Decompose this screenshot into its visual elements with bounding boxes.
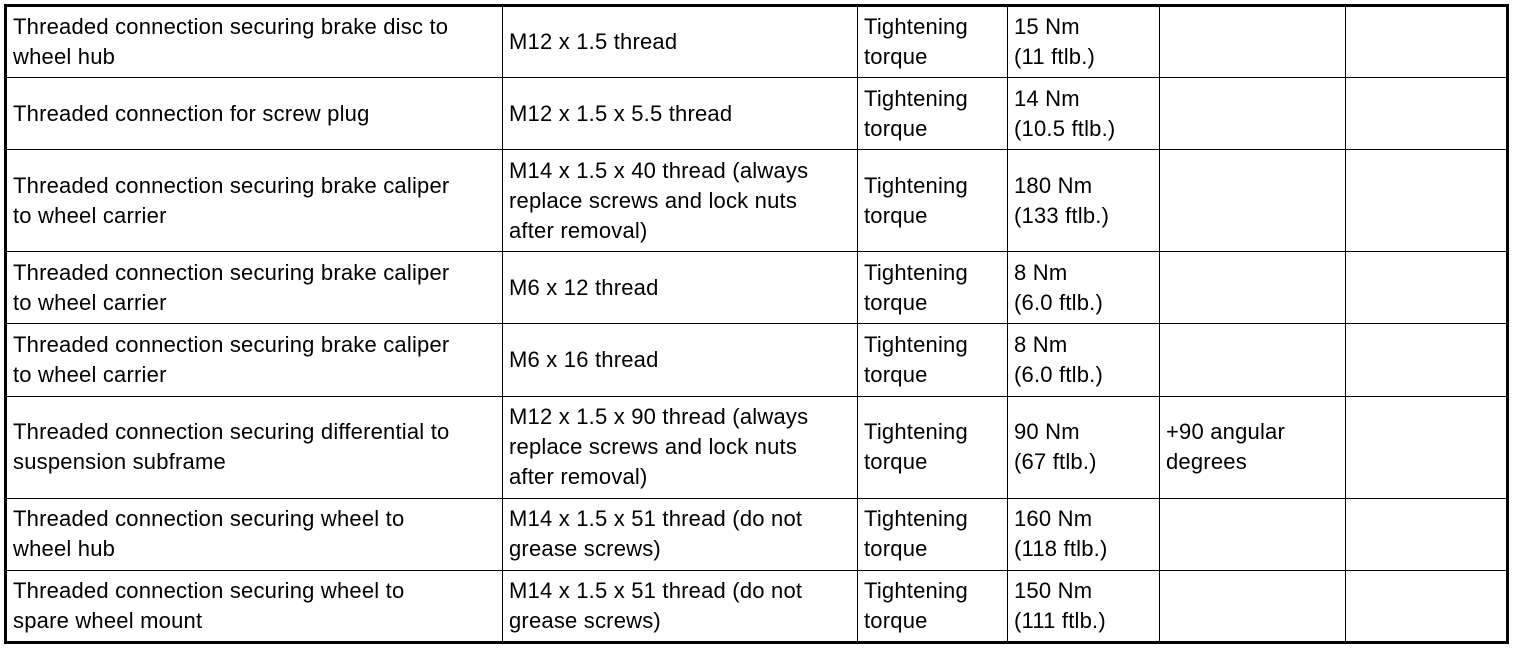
torque-value-cell [1008,498,1160,570]
spec-type-cell-text: torque [864,44,928,70]
table-row [6,324,1508,396]
thread-spec-cell-text: M12 x 1.5 x 5.5 thread [509,100,733,126]
torque-value-cell-text: 180 Nm [1014,172,1093,198]
description-cell-text: Threaded connection securing brake caliper [13,332,450,358]
thread-spec-cell [503,396,858,498]
thread-spec-cell [503,324,858,396]
description-cell-text: wheel hub [13,44,116,70]
description-cell [6,570,503,642]
torque-value-cell-text: 15 Nm [1014,14,1080,40]
spec-type-cell [858,396,1008,498]
torque-value-cell-text: (67 ftlb.) [1014,449,1097,475]
description-cell [6,324,503,396]
torque-value-cell [1008,324,1160,396]
thread-spec-cell-text: M12 x 1.5 thread [509,29,678,55]
torque-value-cell-text: (10.5 ftlb.) [1014,115,1116,141]
table-row [6,252,1508,324]
table-row [6,6,1508,78]
spec-type-cell-text: Tightening [864,172,968,198]
spec-type-cell-text: Tightening [864,419,968,445]
description-cell [6,396,503,498]
torque-value-cell [1008,252,1160,324]
torque-value-cell [1008,570,1160,642]
spec-type-cell-text: Tightening [864,259,968,285]
thread-spec-cell [503,498,858,570]
spec-type-cell [858,324,1008,396]
thread-spec-cell-text: replace screws and lock nuts [509,187,798,213]
angle-spec-cell-text: +90 angular [1166,419,1286,445]
thread-spec-cell-text: M14 x 1.5 x 40 thread (always [509,157,809,183]
notes-cell [1346,252,1508,324]
thread-spec-cell [503,6,858,78]
thread-spec-cell-text: grease screws) [509,607,661,633]
description-cell-text: to wheel carrier [13,362,167,388]
spec-type-cell-text: Tightening [864,506,968,532]
torque-value-cell [1008,6,1160,78]
notes-cell [1346,78,1508,150]
angle-spec-cell [1160,324,1346,396]
spec-type-cell-text: torque [864,536,928,562]
thread-spec-cell-text: replace screws and lock nuts [509,434,798,460]
description-cell [6,78,503,150]
notes-cell [1346,570,1508,642]
spec-type-cell [858,498,1008,570]
spec-type-cell [858,150,1008,252]
description-cell [6,6,503,78]
thread-spec-cell [503,252,858,324]
thread-spec-cell-text: M6 x 12 thread [509,274,659,300]
torque-value-cell-text: (11 ftlb.) [1014,44,1096,70]
spec-type-cell-text: torque [864,202,928,228]
description-cell [6,498,503,570]
notes-cell [1346,498,1508,570]
torque-value-cell-text: 8 Nm [1014,259,1068,285]
angle-spec-cell [1160,498,1346,570]
table-row [6,570,1508,642]
table-row [6,396,1508,498]
spec-type-cell-text: Tightening [864,85,968,111]
description-cell-text: Threaded connection securing brake caliper [13,259,450,285]
thread-spec-cell [503,150,858,252]
thread-spec-cell-text: after removal) [509,464,648,490]
spec-type-cell [858,252,1008,324]
description-cell-text: to wheel carrier [13,289,167,315]
torque-spec-table [4,4,1509,644]
torque-spec-table-body [6,6,1508,643]
angle-spec-cell [1160,396,1346,498]
thread-spec-cell-text: M14 x 1.5 x 51 thread (do not [509,577,803,603]
description-cell-text: Threaded connection securing wheel to [13,577,405,603]
torque-value-cell-text: (111 ftlb.) [1014,607,1106,633]
table-row [6,498,1508,570]
table-row [6,78,1508,150]
notes-cell [1346,324,1508,396]
torque-value-cell-text: (118 ftlb.) [1014,536,1108,562]
torque-value-cell-text: 14 Nm [1014,85,1080,111]
notes-cell [1346,396,1508,498]
torque-value-cell-text: (6.0 ftlb.) [1014,289,1104,315]
torque-value-cell [1008,150,1160,252]
spec-type-cell-text: Tightening [864,577,968,603]
thread-spec-cell [503,78,858,150]
torque-value-cell-text: 150 Nm [1014,577,1093,603]
thread-spec-cell-text: M6 x 16 thread [509,347,659,373]
angle-spec-cell [1160,78,1346,150]
description-cell-text: to wheel carrier [13,202,167,228]
angle-spec-cell [1160,570,1346,642]
description-cell-text: wheel hub [13,536,116,562]
description-cell-text: Threaded connection securing brake caliper [13,172,450,198]
torque-value-cell-text: 90 Nm [1014,419,1080,445]
thread-spec-cell-text: M14 x 1.5 x 51 thread (do not [509,506,803,532]
torque-value-cell [1008,78,1160,150]
angle-spec-cell [1160,6,1346,78]
angle-spec-cell [1160,252,1346,324]
description-cell-text: Threaded connection securing wheel to [13,506,405,532]
description-cell-text: Threaded connection securing brake disc to [13,14,449,40]
torque-value-cell-text: 8 Nm [1014,332,1068,358]
thread-spec-cell-text: grease screws) [509,536,661,562]
table-row [6,150,1508,252]
spec-type-cell-text: Tightening [864,14,968,40]
description-cell [6,150,503,252]
description-cell-text: Threaded connection securing differential to [13,419,450,445]
spec-type-cell-text: torque [864,115,928,141]
torque-value-cell [1008,396,1160,498]
spec-type-cell [858,570,1008,642]
description-cell-text: spare wheel mount [13,607,203,633]
thread-spec-cell-text: M12 x 1.5 x 90 thread (always [509,404,809,430]
angle-spec-cell [1160,150,1346,252]
torque-value-cell-text: (6.0 ftlb.) [1014,362,1104,388]
thread-spec-cell-text: after removal) [509,217,648,243]
notes-cell [1346,150,1508,252]
description-cell-text: Threaded connection for screw plug [13,100,370,126]
spec-type-cell-text: torque [864,607,928,633]
description-cell [6,252,503,324]
description-cell-text: suspension subframe [13,449,226,475]
spec-type-cell-text: torque [864,362,928,388]
thread-spec-cell [503,570,858,642]
spec-type-cell-text: torque [864,449,928,475]
spec-type-cell [858,6,1008,78]
torque-value-cell-text: 160 Nm [1014,506,1093,532]
spec-type-cell-text: Tightening [864,332,968,358]
torque-value-cell-text: (133 ftlb.) [1014,202,1110,228]
spec-type-cell [858,78,1008,150]
angle-spec-cell-text: degrees [1166,449,1247,475]
notes-cell [1346,6,1508,78]
spec-type-cell-text: torque [864,289,928,315]
